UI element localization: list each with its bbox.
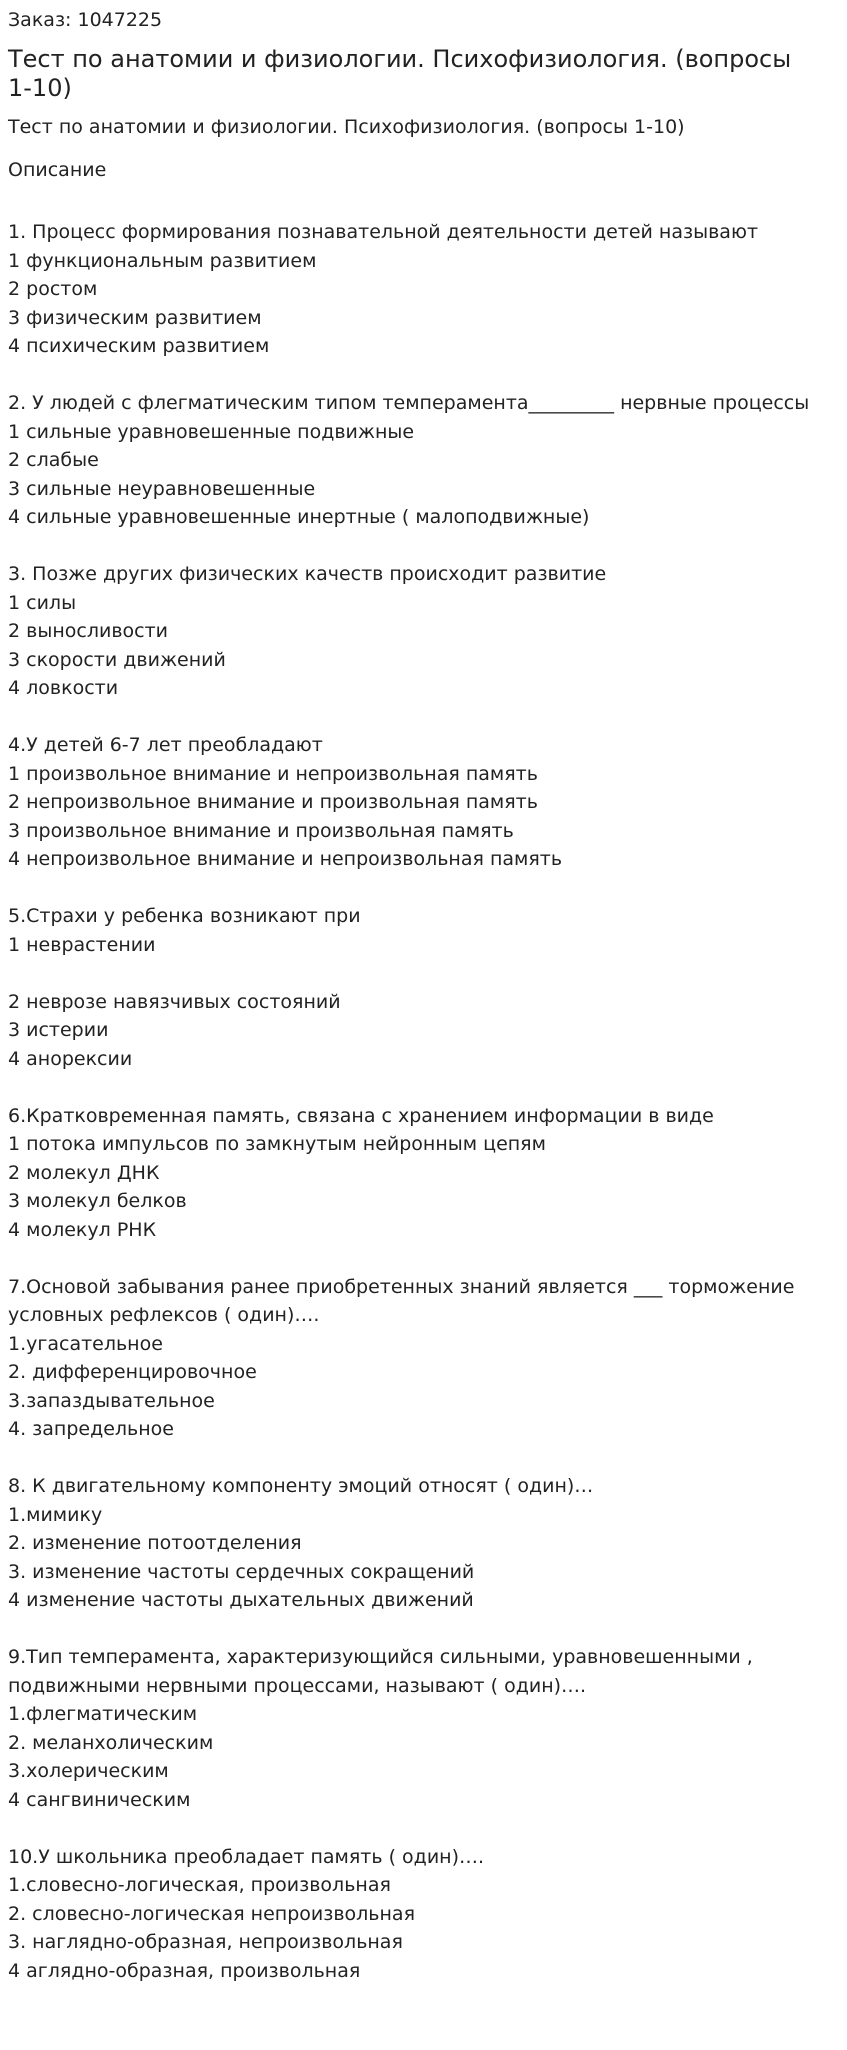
blank-line xyxy=(8,1244,838,1273)
answer-option: 1 сильные уравновешенные подвижные xyxy=(8,420,415,443)
blank-line xyxy=(8,703,838,732)
question-text: 4.У детей 6-7 лет преобладают xyxy=(8,734,323,756)
question-text: 3. Позже других физических качеств происходит развитие xyxy=(8,563,607,585)
question-text: 6.Кратковременная память, связана с хранением информации в виде xyxy=(8,1104,714,1127)
question-text: 9.Тип темперамента, характеризующийся сильными, уравновешенными , xyxy=(8,1646,753,1668)
question-text: 2. У людей с флегматическим типом темперамента_________ нервные процессы xyxy=(8,392,810,414)
answer-option: 4 психическим развитием xyxy=(8,335,270,357)
question-text: 7.Основой забывания ранее приобретенных знаний является ___ торможение xyxy=(8,1275,795,1298)
answer-option: 1 функциональным развитием xyxy=(8,249,317,272)
answer-option: 2 слабые xyxy=(8,449,99,471)
answer-option: подвижными нервными процессами, называют ( один)…. xyxy=(8,1674,587,1697)
answer-option: 4 ловкости xyxy=(8,677,119,699)
answer-option: 4 молекул РНК xyxy=(8,1218,157,1241)
blank-line xyxy=(8,1615,838,1644)
answer-option: 2 молекул ДНК xyxy=(8,1161,160,1184)
blank-line xyxy=(8,361,838,390)
question-text: 2. меланхолическим xyxy=(8,1731,214,1754)
answer-option: 2 ростом xyxy=(8,278,98,300)
blank-line xyxy=(8,1073,838,1102)
order-number: Заказ: 1047225 xyxy=(8,9,163,31)
answer-option: 4 аглядно-образная, произвольная xyxy=(8,1959,361,1982)
answer-option: 4 сильные уравновешенные инертные ( малоподвижные) xyxy=(8,506,590,528)
question-text: 2. изменение потоотделения xyxy=(8,1532,302,1554)
blank-line xyxy=(8,532,838,561)
answer-option: 1 потока импульсов по замкнутым нейронным цепям xyxy=(8,1133,546,1155)
question-text: 1.угасательное xyxy=(8,1332,163,1355)
question-text: 2. дифференцировочное xyxy=(8,1361,257,1383)
page-title: Тест по анатомии и физиологии. Психофизиология. (вопросы 1-10) xyxy=(8,45,792,102)
question-text: 4. запредельное xyxy=(8,1418,174,1440)
answer-option: 4 непроизвольное внимание и непроизвольная память xyxy=(8,848,563,870)
question-text: 10.У школьника преобладает память ( один)…. xyxy=(8,1845,485,1868)
question-text: 1.словесно-логическая, произвольная xyxy=(8,1874,391,1896)
blank-line xyxy=(8,1814,838,1843)
question-text: 3.холерическим xyxy=(8,1760,169,1782)
answer-option: 4 сангвиническим xyxy=(8,1788,191,1811)
question-text: 3. наглядно-образная, непроизвольная xyxy=(8,1931,403,1953)
answer-option: 2 выносливости xyxy=(8,620,168,642)
answer-option: 3 скорости движений xyxy=(8,648,226,671)
answer-option: 1 неврастении xyxy=(8,933,156,956)
question-text: 5.Страхи у ребенка возникают при xyxy=(8,905,361,927)
question-text: 3.запаздывательное xyxy=(8,1389,215,1412)
answer-option: 4 изменение частоты дыхательных движений xyxy=(8,1589,474,1611)
question-text: 2. словесно-логическая непроизвольная xyxy=(8,1902,415,1925)
answer-option: 2 непроизвольное внимание и произвольная память xyxy=(8,791,538,813)
page-subtitle: Тест по анатомии и физиологии. Психофизиология. (вопросы 1-10) xyxy=(8,116,685,138)
question-text: 3. изменение частоты сердечных сокращений xyxy=(8,1560,475,1583)
description-label: Описание xyxy=(8,159,107,181)
question-text: 8. К двигательному компоненту эмоций относят ( один)… xyxy=(8,1475,594,1497)
answer-option: 3 истерии xyxy=(8,1019,109,1041)
description-body xyxy=(8,218,838,1985)
question-text: 1.флегматическим xyxy=(8,1703,198,1725)
answer-option: 4 анорексии xyxy=(8,1047,133,1070)
answer-option: 3 сильные неуравновешенные xyxy=(8,477,316,500)
answer-option: 2 неврозе навязчивых состояний xyxy=(8,990,341,1013)
answer-option: 3 произвольное внимание и произвольная память xyxy=(8,819,514,842)
answer-option: условных рефлексов ( один)…. xyxy=(8,1304,320,1326)
answer-option: 1 произвольное внимание и непроизвольная память xyxy=(8,762,538,785)
answer-option: 3 молекул белков xyxy=(8,1190,187,1212)
question-text: 1.мимику xyxy=(8,1503,103,1526)
blank-line xyxy=(8,959,838,988)
blank-line xyxy=(8,874,838,903)
answer-option: 3 физическим развитием xyxy=(8,306,262,329)
blank-line xyxy=(8,1444,838,1473)
answer-option: 1 силы xyxy=(8,591,77,614)
question-text: 1. Процесс формирования познавательной деятельности детей называют xyxy=(8,221,759,243)
